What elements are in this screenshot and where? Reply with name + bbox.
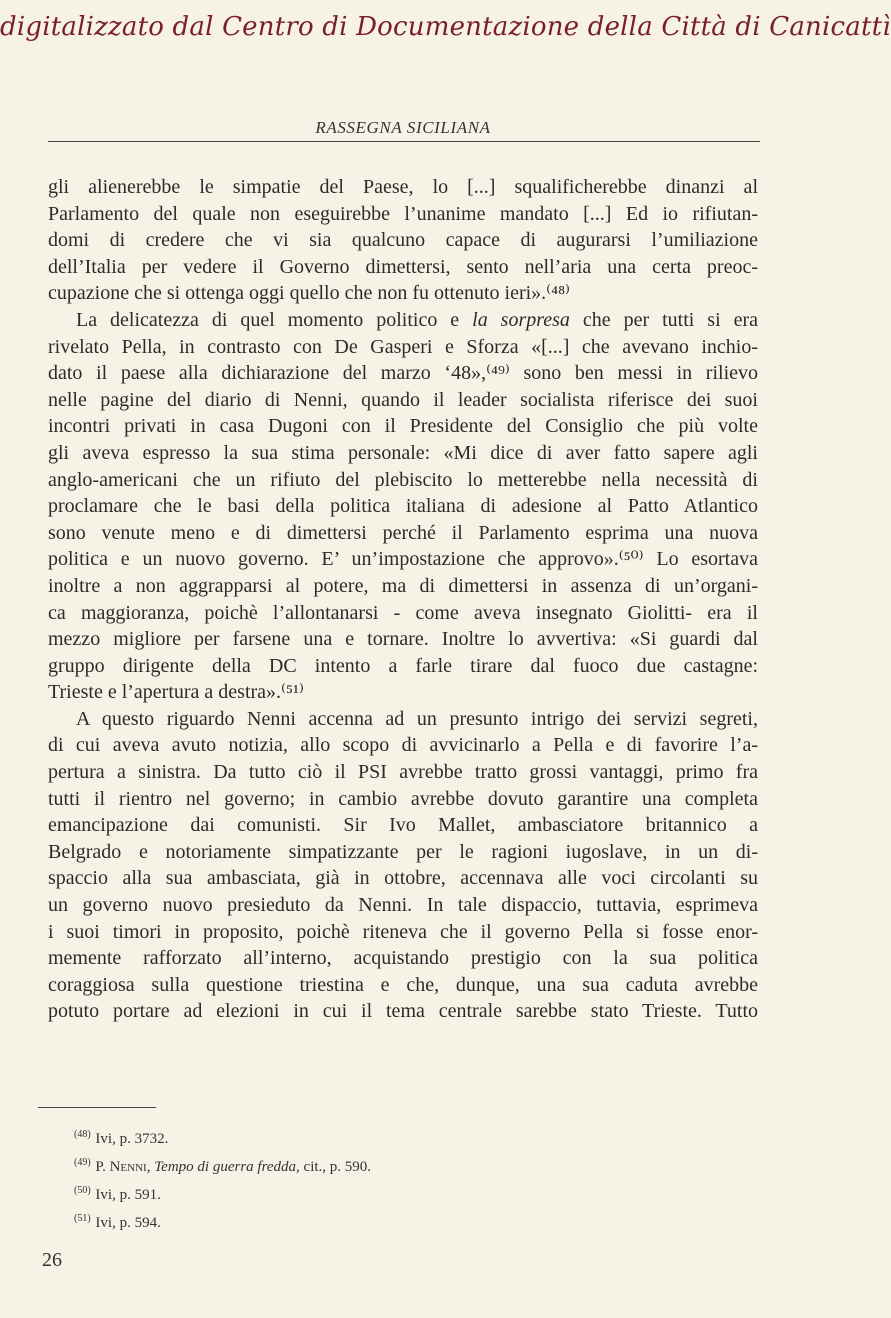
text-line: Trieste e l’apertura a destra».⁽⁵¹⁾ bbox=[48, 681, 304, 704]
footnote-51 bbox=[74, 1207, 674, 1235]
footnote-title: Tempo di guerra fredda, bbox=[154, 1159, 300, 1175]
footnote-text: cit., p. 590. bbox=[299, 1159, 372, 1175]
text-line: ca maggioranza, poichè l’allontanarsi - come aveva insegnato Giolitti- era il bbox=[48, 601, 758, 624]
text-line: La delicatezza di quel momento politico e la sorpresa che per tutti si era bbox=[76, 308, 759, 331]
text-line: mezzo migliore per farsene una e tornare. Inoltre lo avvertiva: «Si guardi dal bbox=[48, 628, 758, 651]
text-line: nelle pagine del diario di Nenni, quando il leader socialista riferisce dei suoi bbox=[48, 388, 758, 411]
text-line: dell’Italia per vedere il Governo dimettersi, sento nell’aria una certa preoc- bbox=[48, 255, 758, 278]
body-text bbox=[48, 174, 758, 1025]
footnote-text: Ivi, p. 591. bbox=[95, 1187, 161, 1203]
text-line: anglo-americani che un rifiuto del plebiscito lo metterebbe nella necessità di bbox=[48, 468, 758, 491]
text-line: i suoi timori in proposito, poichè riteneva che il governo Pella si fosse enor- bbox=[48, 920, 758, 943]
running-head: RASSEGNA SICILIANA bbox=[315, 118, 491, 137]
text-line: sono venute meno e di dimettersi perché il Parlamento esprima una nuova bbox=[48, 521, 758, 544]
footnote-rule bbox=[38, 1107, 156, 1108]
page-number: 26 bbox=[42, 1249, 62, 1271]
text-line: cupazione che si ottenga oggi quello che non fu ottenuto ieri».⁽⁴⁸⁾ bbox=[48, 282, 570, 305]
header-rule bbox=[48, 141, 760, 142]
footnote-number: (48) bbox=[74, 1129, 91, 1140]
footnote-text: Ivi, p. 594. bbox=[95, 1215, 161, 1231]
footnotes bbox=[74, 1123, 674, 1235]
text-line: gruppo dirigente della DC intento a farle tirare dal fuoco due castagne: bbox=[48, 654, 758, 677]
text-line: tutti il rientro nel governo; in cambio avrebbe dovuto garantire una completa bbox=[48, 787, 758, 810]
text-line: dato il paese alla dichiarazione del marzo ‘48»,⁽⁴⁹⁾ sono ben messi in rilievo bbox=[48, 362, 758, 385]
text-line: di cui aveva avuto notizia, allo scopo di avvicinarlo a Pella e di favorire l’a- bbox=[48, 734, 758, 757]
digitization-watermark: digitalizzato dal Centro di Documentazione della Città di Canicattì bbox=[0, 12, 891, 42]
text-line: Belgrado e notoriamente simpatizzante per le ragioni iugoslave, in un di- bbox=[48, 840, 758, 863]
footnote-48 bbox=[74, 1123, 674, 1151]
text-line: inoltre a non aggrapparsi al potere, ma di dimettersi in assenza di un’organi- bbox=[48, 574, 758, 597]
text-line: potuto portare ad elezioni in cui il tema centrale sarebbe stato Trieste. Tutto bbox=[48, 1000, 758, 1023]
text-line: emancipazione dai comunisti. Sir Ivo Mallet, ambasciatore britannico a bbox=[48, 814, 758, 837]
text-line: rivelato Pella, in contrasto con De Gasperi e Sforza «[...] che avevano inchio- bbox=[48, 335, 758, 358]
text-line: proclamare che le basi della politica italiana di adesione al Patto Atlantico bbox=[48, 495, 758, 518]
emphasis: la sorpresa bbox=[472, 308, 570, 331]
footnote-number: (51) bbox=[74, 1213, 91, 1224]
text-line: coraggiosa sulla questione triestina e che, dunque, una sua caduta avrebbe bbox=[48, 973, 758, 996]
text-line: domi di credere che vi sia qualcuno capace di augurarsi l’umiliazione bbox=[48, 229, 758, 252]
text-line: spaccio alla sua ambasciata, già in ottobre, accennava alle voci circolanti su bbox=[48, 867, 758, 890]
text-line: pertura a sinistra. Da tutto ciò il PSI avrebbe tratto grossi vantaggi, primo fra bbox=[48, 761, 758, 784]
footnote-author: P. Nenni, bbox=[95, 1159, 151, 1175]
footnote-49 bbox=[74, 1151, 674, 1179]
text-line: Parlamento del quale non eseguirebbe l’unanime mandato [...] Ed io rifiutan- bbox=[48, 202, 758, 225]
text-line: memente rafforzato all’interno, acquistando prestigio con la sua politica bbox=[48, 947, 758, 970]
text-line: A questo riguardo Nenni accenna ad un presunto intrigo dei servizi segreti, bbox=[76, 707, 758, 730]
text-line: un governo nuovo presieduto da Nenni. In tale dispaccio, tuttavia, esprimeva bbox=[48, 894, 758, 917]
text-line: gli alienerebbe le simpatie del Paese, lo [...] squalificherebbe dinanzi al bbox=[48, 176, 758, 198]
footnote-number: (50) bbox=[74, 1185, 91, 1196]
footnote-50 bbox=[74, 1179, 674, 1207]
text-line: incontri privati in casa Dugoni con il Presidente del Consiglio che più volte bbox=[48, 415, 758, 438]
footnote-number: (49) bbox=[74, 1157, 91, 1168]
text-line: gli aveva espresso la sua stima personale: «Mi dice di aver fatto sapere agli bbox=[48, 441, 758, 464]
text-line: politica e un nuovo governo. E’ un’impostazione che approvo».⁽⁵⁰⁾ Lo esortava bbox=[48, 548, 758, 571]
footnote-text: Ivi, p. 3732. bbox=[95, 1131, 169, 1147]
